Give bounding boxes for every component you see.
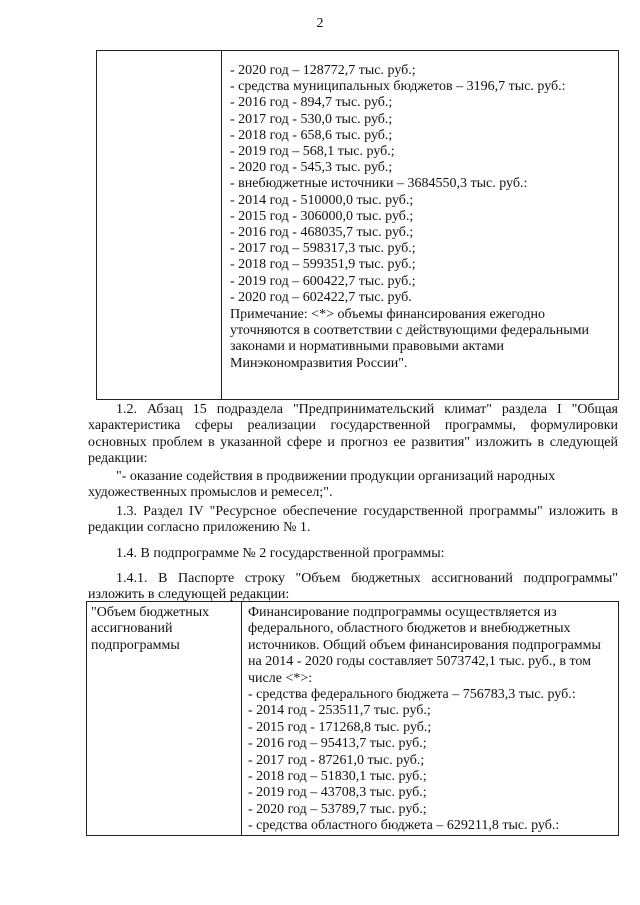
paragraph-1-3: 1.3. Раздел IV "Ресурсное обеспечение государственной программы" изложить в редакции согласно приложению № 1. [88,504,618,536]
funding-line: - 2020 год – 602422,7 тыс. руб. [230,289,412,305]
passport-label: "Объем бюджетных ассигнований подпрограммы [91,605,210,653]
passport-line: - 2014 год - 253511,7 тыс. руб.; [248,703,431,719]
funding-note: Примечание: <*> объемы финансирования ежегодно уточняются в соответствии с действующими федеральными законами и нормативными правовыми актами Минэкономразвития России". [230,307,589,371]
paragraph-1-2-quote: "- оказание содействия в продвижении продукции организаций народных художественных промыслов и ремесел;". [88,469,556,501]
passport-line: - 2020 год – 53789,7 тыс. руб.; [248,801,427,817]
table-value-cell [222,51,619,400]
funding-line: - 2020 год - 545,3 тыс. руб.; [230,160,393,176]
funding-line: - 2019 год – 568,1 тыс. руб.; [230,144,395,160]
passport-value-cell [242,602,619,836]
passport-label-cell [87,602,242,836]
funding-line: - внебюджетные источники – 3684550,3 тыс. руб.: [230,176,528,192]
paragraph-1-4: 1.4. В подпрограмме № 2 государственной программы: [116,546,445,561]
continued-funding-table [96,50,619,400]
passport-line: - средства областного бюджета – 629211,8 тыс. руб.: [248,818,560,834]
page-number: 2 [316,16,324,31]
funding-line: - 2018 год - 658,6 тыс. руб.; [230,127,393,143]
passport-line: - 2018 год – 51830,1 тыс. руб.; [248,769,427,785]
passport-line: - 2017 год - 87261,0 тыс. руб.; [248,752,425,768]
funding-line: - 2020 год – 128772,7 тыс. руб.; [230,63,416,78]
passport-line: - 2016 год – 95413,7 тыс. руб.; [248,736,427,752]
funding-line: - 2018 год – 599351,9 тыс. руб.; [230,257,416,273]
passport-funding-table [86,601,619,836]
funding-line: - 2014 год - 510000,0 тыс. руб.; [230,192,414,208]
paragraph-1-2: 1.2. Абзац 15 подраздела "Предпринимательский климат" раздела I "Общая характеристика сферы реализации государственной программы, формулировки основных проблем в указанной сфере и прогноз ее развития" изложить в следующей редакции: [88,402,618,467]
passport-line: - средства федерального бюджета – 756783,3 тыс. руб.: [248,687,576,703]
funding-line: - 2017 год – 598317,3 тыс. руб.; [230,241,416,257]
funding-line: - 2016 год - 468035,7 тыс. руб.; [230,225,414,241]
passport-line: - 2015 год - 171268,8 тыс. руб.; [248,719,432,735]
passport-line: - 2019 год – 43708,3 тыс. руб.; [248,785,427,801]
funding-line: - средства муниципальных бюджетов – 3196,7 тыс. руб.: [230,79,566,95]
funding-line: - 2017 год - 530,0 тыс. руб.; [230,111,393,127]
funding-line: - 2015 год - 306000,0 тыс. руб.; [230,208,414,224]
paragraph-1-4-1: 1.4.1. В Паспорте строку "Объем бюджетных ассигнований подпрограммы" изложить в следующей редакции: [88,571,618,603]
funding-line: - 2019 год – 600422,7 тыс. руб.; [230,273,416,289]
passport-intro: Финансирование подпрограммы осуществляется из федерального, областного бюджетов и внебюджетных источников. Общий объем финансирования подпрограммы на 2014 - 2020 годы составляет 5073742,1 тыс. руб., в том числе <*>: [248,605,601,686]
table-label-cell [97,51,222,400]
funding-line: - 2016 год - 894,7 тыс. руб.; [230,95,393,111]
